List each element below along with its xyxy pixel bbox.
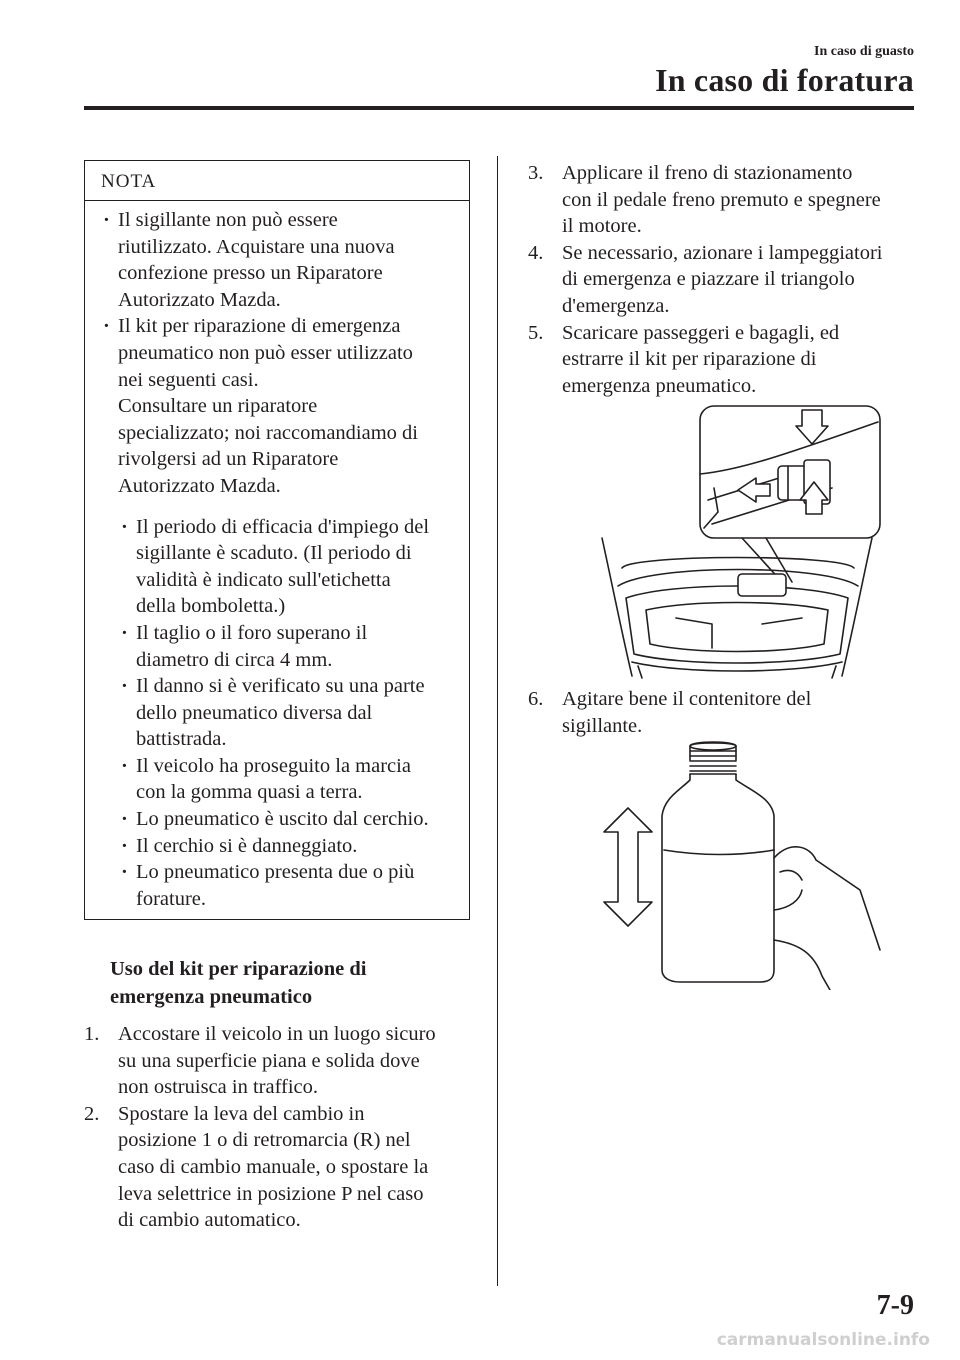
note-line: · Il taglio o il foro superano il bbox=[136, 621, 368, 644]
note-line: · Lo pneumatico è uscito dal cerchio. bbox=[136, 808, 429, 831]
note-case bbox=[119, 514, 461, 620]
step-line: su una superficie piana e solida dove bbox=[118, 1049, 420, 1072]
note-line: battistrada. bbox=[136, 728, 227, 751]
section-heading bbox=[110, 955, 470, 1011]
note-line: Autorizzato Mazda. bbox=[118, 474, 281, 497]
note-line: · Il kit per riparazione di emergenza bbox=[118, 315, 401, 338]
step-item bbox=[528, 240, 918, 320]
sealant-bottle-shake-illustration bbox=[590, 740, 890, 990]
note-bullet bbox=[101, 313, 461, 393]
step-number: 2. bbox=[84, 1102, 100, 1125]
step-line: Spostare la leva del cambio in bbox=[118, 1102, 365, 1125]
note-line: Autorizzato Mazda. bbox=[118, 288, 281, 311]
step-number: 6. bbox=[528, 688, 544, 710]
step-line: Se necessario, azionare i lampeggiatori bbox=[562, 241, 883, 264]
note-line: · Lo pneumatico presenta due o più bbox=[136, 861, 415, 884]
step-item bbox=[84, 1021, 474, 1101]
note-line: rivolgersi ad un Riparatore bbox=[118, 448, 339, 471]
page-number: 7-9 bbox=[876, 1290, 914, 1321]
note-line: · Il periodo di efficacia d'impiego del bbox=[136, 515, 430, 538]
step-line: non ostruisca in traffico. bbox=[118, 1076, 319, 1099]
step-line: Applicare il freno di stazionamento bbox=[562, 162, 853, 184]
step-line: Accostare il veicolo in un luogo sicuro bbox=[118, 1023, 436, 1045]
note-body bbox=[85, 201, 469, 912]
step-number: 5. bbox=[528, 321, 544, 344]
section-heading-line: Uso del kit per riparazione di bbox=[110, 958, 367, 980]
step-line: leva selettrice in posizione P nel caso bbox=[118, 1182, 424, 1205]
step-number: 1. bbox=[84, 1023, 100, 1045]
note-heading: NOTA bbox=[85, 161, 469, 201]
note-line: · Il danno si è verificato su una parte bbox=[136, 675, 425, 698]
note-line: riutilizzato. Acquistare una nuova bbox=[118, 235, 395, 258]
note-line: sigillante è scaduto. (Il periodo di bbox=[136, 542, 412, 565]
step-number: 4. bbox=[528, 241, 544, 264]
note-box bbox=[84, 160, 470, 920]
step-item bbox=[84, 1101, 474, 1234]
step-item bbox=[528, 686, 918, 739]
step-line: Agitare bene il contenitore del bbox=[562, 688, 812, 710]
steps-left-column bbox=[84, 1021, 474, 1234]
header-section-label: In caso di guasto bbox=[814, 44, 914, 59]
note-line: confezione presso un Riparatore bbox=[118, 262, 383, 285]
note-line: forature. bbox=[136, 887, 206, 910]
note-case bbox=[119, 620, 461, 673]
note-cases-list bbox=[101, 514, 461, 913]
note-line: Consultare un riparatore bbox=[118, 395, 318, 418]
step-line: di cambio automatico. bbox=[118, 1209, 301, 1232]
note-line: della bomboletta.) bbox=[136, 595, 286, 618]
trunk-kit-illustration bbox=[592, 404, 882, 680]
note-case bbox=[119, 753, 461, 806]
step-line: con il pedale freno premuto e spegnere bbox=[562, 188, 881, 211]
column-divider bbox=[497, 156, 498, 1286]
step-line: sigillante. bbox=[562, 714, 643, 737]
note-line: · Il veicolo ha proseguito la marcia bbox=[136, 754, 411, 777]
note-case bbox=[119, 806, 461, 833]
page-title: In caso di foratura bbox=[655, 62, 914, 98]
note-line: diametro di circa 4 mm. bbox=[136, 648, 333, 671]
note-continuation bbox=[101, 393, 461, 499]
step-line: di emergenza e piazzare il triangolo bbox=[562, 268, 855, 291]
note-case bbox=[119, 859, 461, 912]
step-line: il motore. bbox=[562, 215, 642, 238]
step-line: d'emergenza. bbox=[562, 294, 670, 317]
note-line: specializzato; noi raccomandiamo di bbox=[118, 421, 418, 444]
note-line: dello pneumatico diversa dal bbox=[136, 701, 373, 724]
step-line: emergenza pneumatico. bbox=[562, 374, 757, 397]
note-line: · Il cerchio si è danneggiato. bbox=[136, 834, 358, 857]
step-line: posizione 1 o di retromarcia (R) nel bbox=[118, 1129, 411, 1152]
step-line: Scaricare passeggeri e bagagli, ed bbox=[562, 321, 840, 344]
note-line: pneumatico non può esser utilizzato bbox=[118, 341, 413, 364]
step-item bbox=[528, 320, 918, 400]
step-6-block bbox=[528, 686, 918, 739]
section-heading-line: emergenza pneumatico bbox=[110, 986, 313, 1008]
note-line: nei seguenti casi. bbox=[118, 368, 259, 391]
header-rule bbox=[84, 106, 914, 110]
note-case bbox=[119, 833, 461, 860]
step-line: estrarre il kit per riparazione di bbox=[562, 348, 817, 371]
note-line: · Il sigillante non può essere bbox=[118, 209, 338, 231]
note-line: validità è indicato sull'etichetta bbox=[136, 568, 391, 591]
step-line: caso di cambio manuale, o spostare la bbox=[118, 1155, 429, 1178]
steps-right-column bbox=[528, 160, 918, 399]
note-bullet bbox=[101, 207, 461, 313]
note-case bbox=[119, 673, 461, 753]
step-item bbox=[528, 160, 918, 240]
watermark: carmanualsonline.info bbox=[716, 1330, 930, 1350]
step-number: 3. bbox=[528, 162, 544, 184]
note-line: con la gomma quasi a terra. bbox=[136, 781, 363, 804]
